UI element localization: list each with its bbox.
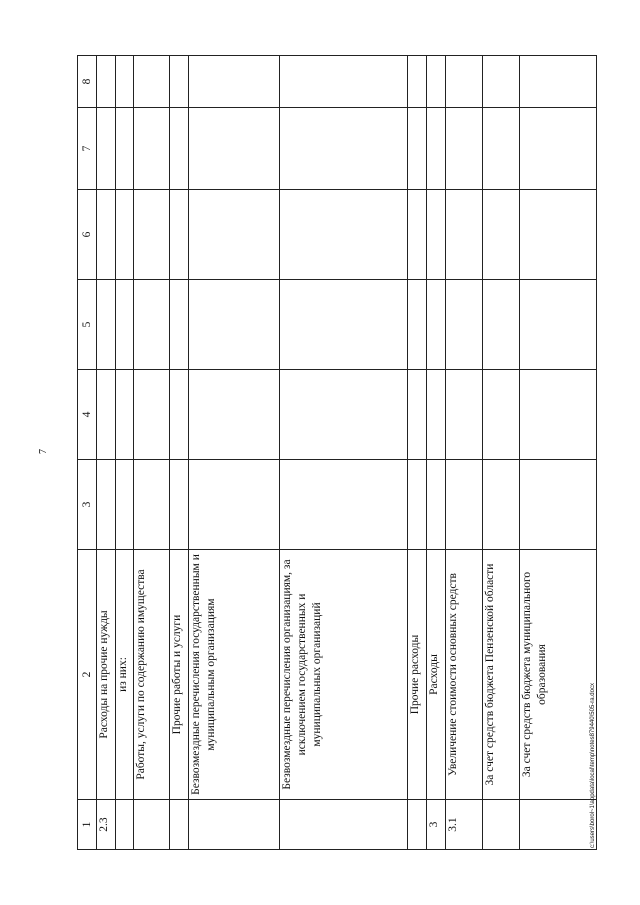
col-header: 6 xyxy=(78,190,97,280)
col-header: 3 xyxy=(78,460,97,550)
row-code: 3 xyxy=(427,800,446,850)
table-row xyxy=(408,56,427,850)
col-header: 2 xyxy=(78,550,97,800)
table-row xyxy=(116,56,134,850)
table-row xyxy=(134,56,170,850)
row-name: из них: xyxy=(116,550,134,800)
file-path-footer: c:\users\borol~1\appdata\local\temp\notes879440\505-ra.docx xyxy=(590,683,596,848)
table-row xyxy=(520,56,597,850)
row-name: Увеличение стоимости основных средств xyxy=(446,550,483,800)
row-name: Прочие работы и услуги xyxy=(170,550,189,800)
row-name: Расходы xyxy=(427,550,446,800)
table-row xyxy=(446,56,483,850)
row-name: За счет средств бюджета муниципального образования xyxy=(520,550,597,800)
row-code xyxy=(189,800,280,850)
col-header: 4 xyxy=(78,370,97,460)
budget-table xyxy=(77,55,597,850)
col-header: 8 xyxy=(78,56,97,108)
col-header: 5 xyxy=(78,280,97,370)
table-row xyxy=(280,56,408,850)
table-row xyxy=(427,56,446,850)
row-name: Работы, услуги по содержанию имущества xyxy=(134,550,170,800)
table-row xyxy=(170,56,189,850)
row-code xyxy=(170,800,189,850)
row-code xyxy=(116,800,134,850)
table-row xyxy=(97,56,116,850)
budget-table-wrap xyxy=(77,56,577,850)
row-name: Безвозмездные перечисления организациям, за исключением государственных и муниципальных организаций xyxy=(280,550,408,800)
row-code xyxy=(483,800,520,850)
row-name: За счет средств бюджета Пензенской области xyxy=(483,550,520,800)
row-name: Прочие расходы xyxy=(408,550,427,800)
row-name: Расходы на прочие нужды xyxy=(97,550,116,800)
page-number: 7 xyxy=(38,449,49,454)
row-name: Безвозмездные перечисления государственным и муниципальным организациям xyxy=(189,550,280,800)
row-code: 3.1 xyxy=(446,800,483,850)
row-code xyxy=(408,800,427,850)
row-code xyxy=(520,800,597,850)
table-row xyxy=(483,56,520,850)
col-header: 1 xyxy=(78,800,97,850)
table-row xyxy=(189,56,280,850)
row-code xyxy=(134,800,170,850)
header-row xyxy=(78,56,97,850)
col-header: 7 xyxy=(78,108,97,190)
row-code xyxy=(280,800,408,850)
row-code: 2.3 xyxy=(97,800,116,850)
